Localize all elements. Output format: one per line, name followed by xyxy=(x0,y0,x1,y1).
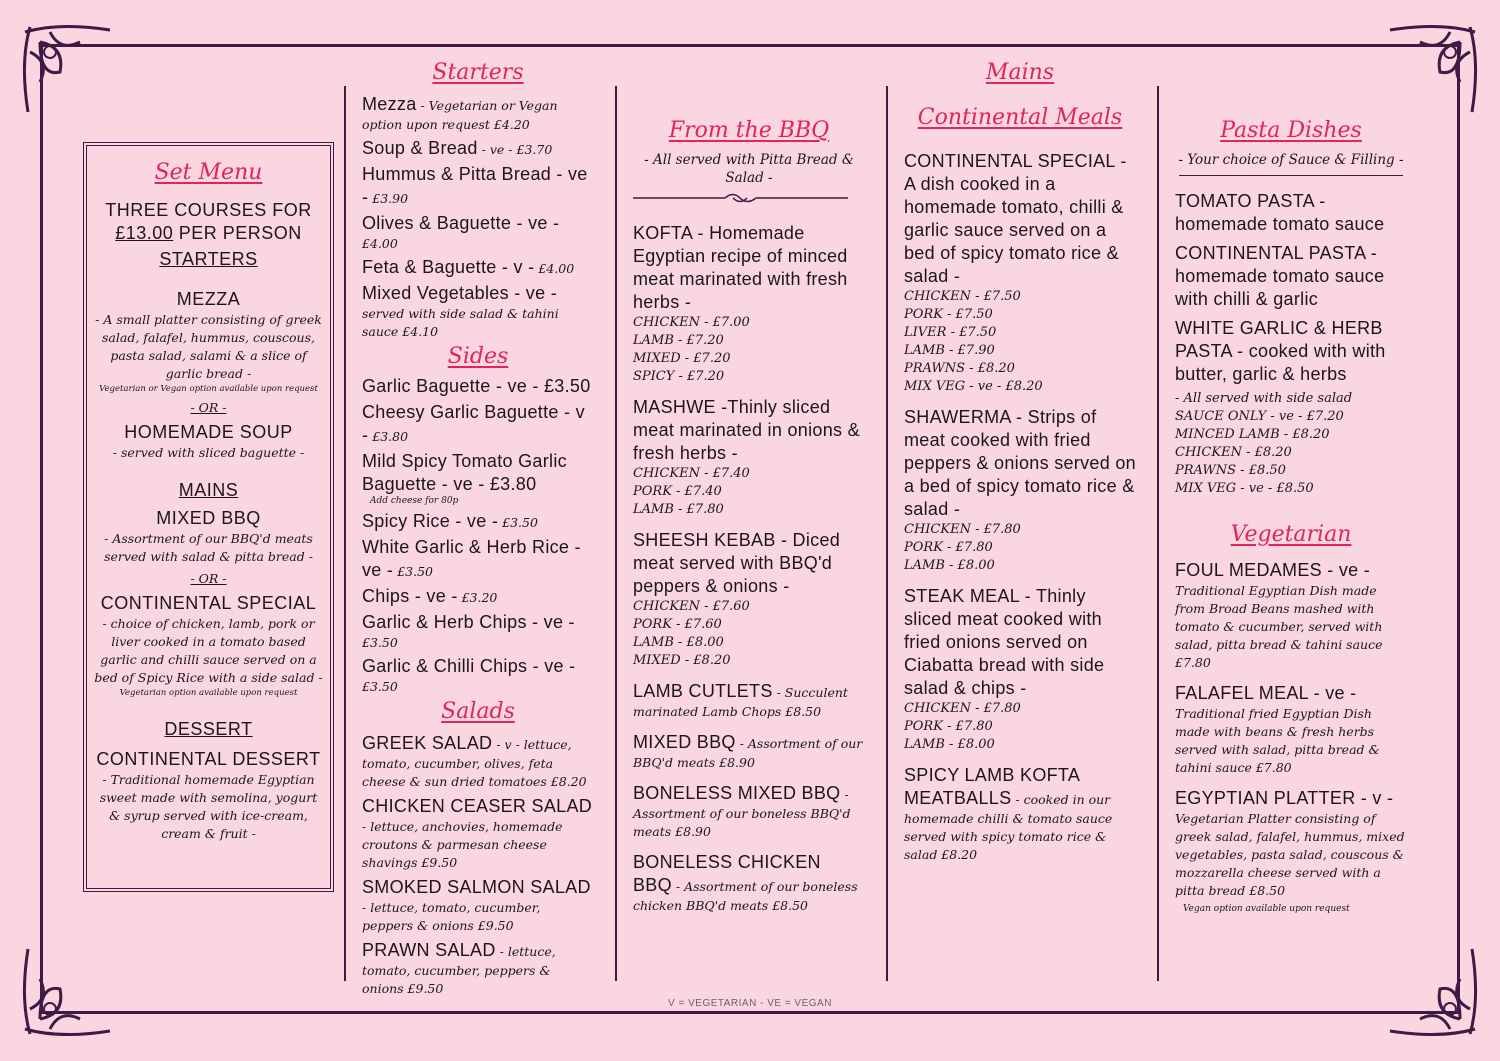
item-desc: £3.50 xyxy=(498,515,538,530)
column-divider xyxy=(886,86,888,981)
menu-item xyxy=(633,851,865,915)
item-desc: - Assortment of our boneless BBQ'd meats £8.90 xyxy=(633,787,851,839)
menu-item xyxy=(362,163,594,209)
item-desc: - lettuce, anchovies, homemade croutons & parmesan cheese shavings £9.50 xyxy=(362,819,563,870)
item-desc: - Strips of meat cooked with fried peppers & onions served on a bed of spicy tomato rice & salad - xyxy=(904,407,1136,519)
pasta-vegetarian-column xyxy=(1175,118,1407,915)
item-name: Mixed Vegetables - ve - xyxy=(362,283,557,303)
vegetarian-list xyxy=(1175,559,1407,915)
item-name: KOFTA xyxy=(633,223,693,243)
set-menu-offer-line2 xyxy=(87,222,330,245)
dietary-key: V = VEGETARIAN - VE = VEGAN xyxy=(668,998,832,1009)
item-desc: - ve - £3.70 xyxy=(477,142,553,157)
item-name: SHEESH KEBAB xyxy=(633,530,776,550)
price-line: MIX VEG - ve - £8.50 xyxy=(1175,481,1314,496)
divider-ornament xyxy=(633,191,848,205)
item-name: STEAK MEAL xyxy=(904,586,1020,606)
price-line: PORK - £7.50 xyxy=(904,307,993,322)
price-line: CHICKEN - £7.50 xyxy=(904,289,1021,304)
menu-item xyxy=(1175,787,1407,900)
menu-item xyxy=(904,150,1136,396)
item-desc: £4.00 xyxy=(534,261,575,276)
item-desc: - Assortment of our BBQ'd meats £8.90 xyxy=(633,736,863,770)
price-line: PORK - £7.60 xyxy=(633,617,722,632)
sides-title: Sides xyxy=(447,344,509,369)
menu-item xyxy=(362,450,594,507)
set-menu-soup-desc: - served with sliced baguette - xyxy=(112,445,305,460)
item-name: SPICY LAMB KOFTA MEATBALLS xyxy=(904,765,1080,808)
menu-item xyxy=(1175,559,1407,672)
menu-item xyxy=(633,680,865,721)
price-line: PORK - £7.80 xyxy=(904,540,993,555)
set-menu-dessert-heading: DESSERT xyxy=(164,719,253,739)
set-menu-starters-heading: STARTERS xyxy=(159,249,258,269)
set-menu-bbq-desc: - Assortment of our BBQ'd meats served with salad & pitta bread - xyxy=(104,531,313,564)
salads-list xyxy=(362,732,594,998)
item-desc: £3.50 xyxy=(393,564,433,579)
starters-title: Starters xyxy=(432,60,524,85)
item-desc: - cooked in our homemade chilli & tomato sauce served with spicy tomato rice & salad £8.20 xyxy=(904,792,1113,862)
menu-item xyxy=(362,375,594,398)
price-line: LAMB - £8.00 xyxy=(904,558,995,573)
corner-ornament-top-left xyxy=(20,22,115,117)
price-line: CHICKEN - £7.80 xyxy=(904,701,1021,716)
menu-item xyxy=(362,93,594,134)
item-desc: £3.80 xyxy=(368,429,409,444)
price-line: CHICKEN - £8.20 xyxy=(1175,445,1292,460)
corner-ornament-top-right xyxy=(1385,22,1480,117)
item-desc: - lettuce, tomato, cucumber, peppers & onions £9.50 xyxy=(362,944,556,996)
price-line: CHICKEN - £7.40 xyxy=(633,466,750,481)
menu-item xyxy=(362,585,594,608)
set-menu-mezza-desc: - A small platter consisting of greek salad, falafel, hummus, couscous, pasta salad, salami & a slice of garlic bread - xyxy=(95,312,322,381)
item-name: TOMATO PASTA - homemade tomato sauce xyxy=(1175,191,1385,234)
column-divider xyxy=(344,86,346,981)
salads-title: Salads xyxy=(441,699,515,724)
menu-item xyxy=(362,795,594,872)
item-name: Feta & Baguette - v - xyxy=(362,257,535,277)
item-name: Cheesy Garlic Baguette - v - xyxy=(362,402,585,445)
set-menu-mains-heading: MAINS xyxy=(178,480,239,500)
set-menu-bbq-name: MIXED BBQ xyxy=(156,508,261,528)
price-line: LAMB - £7.20 xyxy=(633,333,724,348)
item-name: Garlic Baguette - ve - £3.50 xyxy=(362,376,591,396)
menu-item xyxy=(633,396,865,519)
set-menu-mezza-name: MEZZA xyxy=(176,289,241,309)
set-menu-dessert-desc: - Traditional homemade Egyptian sweet made with semolina, yogurt & syrup served with ice-cream, cream & fruit - xyxy=(99,772,318,841)
vegetarian-title: Vegetarian xyxy=(1230,522,1352,547)
item-name: LAMB CUTLETS xyxy=(633,681,773,701)
menu-item xyxy=(904,406,1136,575)
item-name: PRAWN SALAD xyxy=(362,940,496,960)
item-desc: £3.90 xyxy=(368,191,409,206)
item-desc: - lettuce, tomato, cucumber, peppers & onions £9.50 xyxy=(362,900,541,933)
price-line: PORK - £7.40 xyxy=(633,484,722,499)
bbq-title: From the BBQ xyxy=(668,118,830,143)
item-name: Garlic & Chilli Chips - ve - xyxy=(362,656,576,676)
price-line: CHICKEN - £7.60 xyxy=(633,599,750,614)
item-name: SHAWERMA xyxy=(904,407,1011,427)
item-name: CHICKEN CEASER SALAD xyxy=(362,796,593,816)
mains-list xyxy=(904,150,1136,864)
cheese-note: Add cheese for 80p xyxy=(370,496,459,506)
item-name: FALAFEL MEAL - ve - xyxy=(1175,683,1357,703)
mains-column xyxy=(904,60,1136,874)
item-name: SMOKED SALMON SALAD xyxy=(362,877,591,897)
set-menu-dessert-name: CONTINENTAL DESSERT xyxy=(96,749,321,769)
starters-list xyxy=(362,93,594,341)
item-name: Olives & Baguette - ve - xyxy=(362,213,560,233)
bbq-column xyxy=(633,118,865,925)
menu-item xyxy=(904,585,1136,754)
price-line: PRAWNS - £8.20 xyxy=(904,361,1015,376)
price-line: CHICKEN - £7.00 xyxy=(633,315,750,330)
menu-item xyxy=(362,212,594,253)
price-line: LAMB - £7.80 xyxy=(633,502,724,517)
item-name: Chips - ve - xyxy=(362,586,458,606)
item-name: BONELESS MIXED BBQ xyxy=(633,783,841,803)
item-name: Soup & Bread xyxy=(362,138,478,158)
menu-item xyxy=(362,401,594,447)
item-desc: - A dish cooked in a homemade tomato, chilli & garlic sauce served on a bed of spicy tomato rice & salad - xyxy=(904,151,1127,286)
set-menu-offer-line1: THREE COURSES FOR xyxy=(105,200,312,220)
item-name: Mild Spicy Tomato Garlic Baguette - ve - £3.80 xyxy=(362,451,567,494)
menu-item xyxy=(362,137,594,160)
menu-item xyxy=(362,536,594,582)
menu-item xyxy=(1175,242,1407,311)
price-line: LAMB - £8.00 xyxy=(904,737,995,752)
set-menu-mezza-note: Vegetarian or Vegan option available upon request xyxy=(99,384,318,394)
item-name: White Garlic & Herb Rice - ve - xyxy=(362,537,581,580)
column-divider xyxy=(615,86,617,981)
menu-item xyxy=(362,655,594,696)
menu-item xyxy=(1175,190,1407,236)
menu-item xyxy=(633,222,865,386)
item-desc: - Assortment of our boneless chicken BBQ'd meats £8.50 xyxy=(633,879,858,913)
set-menu-continental-note: Vegetarian option available upon request xyxy=(119,688,298,698)
pasta-divider xyxy=(1179,175,1403,176)
price-line: CHICKEN - £7.80 xyxy=(904,522,1021,537)
item-desc: - Succulent marinated Lamb Chops £8.50 xyxy=(633,685,848,719)
item-name: FOUL MEDAMES - ve - xyxy=(1175,560,1371,580)
corner-ornament-bottom-left xyxy=(20,944,115,1039)
bbq-subtitle: - All served with Pitta Bread & Salad - xyxy=(644,152,854,186)
menu-item xyxy=(633,731,865,772)
menu-item xyxy=(362,939,594,998)
price-line: MIXED - £7.20 xyxy=(633,351,731,366)
price-line: PORK - £7.80 xyxy=(904,719,993,734)
pasta-subtitle: - Your choice of Sauce & Filling - xyxy=(1178,152,1404,168)
set-menu-title: Set Menu xyxy=(154,160,263,185)
item-desc: £4.00 xyxy=(362,236,398,251)
price-line: SPICY - £7.20 xyxy=(633,369,725,384)
vegan-note: Vegan option available upon request xyxy=(1183,904,1350,914)
item-name: EGYPTIAN PLATTER - v - xyxy=(1175,788,1394,808)
menu-item xyxy=(1175,682,1407,777)
item-desc: - Vegetarian or Vegan option upon request £4.20 xyxy=(362,98,558,132)
price-line: MIX VEG - ve - £8.20 xyxy=(904,379,1043,394)
menu-item xyxy=(362,611,594,652)
menu-item xyxy=(362,256,594,279)
menu-item xyxy=(362,732,594,791)
menu-item xyxy=(1175,317,1407,386)
price-line: MINCED LAMB - £8.20 xyxy=(1175,427,1330,442)
mains-title: Mains xyxy=(985,60,1055,85)
set-menu-soup-name: HOMEMADE SOUP xyxy=(124,422,293,442)
item-name: Garlic & Herb Chips - ve - xyxy=(362,612,575,632)
item-name: MIXED BBQ xyxy=(633,732,736,752)
item-desc: £3.50 xyxy=(362,635,398,650)
price-line: LAMB - £7.90 xyxy=(904,343,995,358)
menu-item xyxy=(362,876,594,935)
item-desc: - Diced meat served with BBQ'd peppers & onions - xyxy=(633,530,841,596)
set-menu-price: £13.00 xyxy=(115,223,174,243)
item-name: Mezza xyxy=(362,94,417,114)
item-desc: served with side salad & tahini sauce £4.10 xyxy=(362,306,559,339)
menu-item xyxy=(362,510,594,533)
item-name: GREEK SALAD xyxy=(362,733,493,753)
price-line: LAMB - £8.00 xyxy=(633,635,724,650)
item-desc: - Homemade Egyptian recipe of minced meat marinated with fresh herbs - xyxy=(633,223,848,312)
continental-meals-title: Continental Meals xyxy=(917,105,1123,130)
corner-ornament-bottom-right xyxy=(1385,944,1480,1039)
set-menu-per-person: PER PERSON xyxy=(173,223,302,243)
item-desc: -Thinly sliced meat marinated in onions & fresh herbs - xyxy=(633,397,860,463)
menu-item xyxy=(633,782,865,841)
price-line: MIXED - £8.20 xyxy=(633,653,731,668)
item-name: CONTINENTAL PASTA - homemade tomato sauce with chilli & garlic xyxy=(1175,243,1385,309)
set-menu-or: - OR - xyxy=(190,571,227,586)
set-menu-continental-name: CONTINENTAL SPECIAL xyxy=(100,593,317,613)
item-name: MASHWE xyxy=(633,397,716,417)
item-name: Hummus & Pitta Bread - ve - xyxy=(362,164,588,207)
sides-list xyxy=(362,375,594,696)
item-desc: £3.20 xyxy=(457,590,498,605)
item-name: CONTINENTAL SPECIAL xyxy=(904,151,1116,171)
column-divider xyxy=(1157,86,1159,981)
menu-item xyxy=(904,764,1136,864)
set-menu-continental-desc: - choice of chicken, lamb, pork or liver cooked in a tomato based garlic and chilli sauce served on a bed of Spicy Rice with a side salad - xyxy=(94,616,323,685)
item-name: BONELESS CHICKEN BBQ xyxy=(633,852,821,895)
pasta-note: - All served with side salad xyxy=(1175,391,1353,406)
price-line: LIVER - £7.50 xyxy=(904,325,997,340)
item-desc: Traditional Egyptian Dish made from Broad Beans mashed with tomato & cucumber, served with salad, pitta bread & tahini sauce £7.80 xyxy=(1175,583,1383,670)
price-line: SAUCE ONLY - ve - £7.20 xyxy=(1175,409,1344,424)
item-desc: Traditional fried Egyptian Dish made with beans & fresh herbs served with salad, pitta bread & tahini sauce £7.80 xyxy=(1175,706,1380,775)
item-desc: - Thinly sliced meat cooked with fried onions served on Ciabatta bread with side salad & chips - xyxy=(904,586,1105,698)
item-desc: Vegetarian Platter consisting of greek salad, falafel, hummus, mixed vegetables, pasta salad, couscous & mozzarella cheese served with a pitta bread £8.50 xyxy=(1175,811,1405,898)
menu-item xyxy=(362,282,594,341)
item-name: Spicy Rice - ve - xyxy=(362,511,499,531)
starters-sides-salads-column xyxy=(362,60,594,1002)
menu-item xyxy=(633,529,865,670)
item-desc: £3.50 xyxy=(362,679,398,694)
set-menu-or: - OR - xyxy=(190,400,227,415)
item-name: WHITE GARLIC & HERB PASTA - cooked with with butter, garlic & herbs xyxy=(1175,318,1386,384)
item-desc: - v - lettuce, tomato, cucumber, olives, feta cheese & sun dried tomatoes £8.20 xyxy=(362,737,587,789)
pasta-title: Pasta Dishes xyxy=(1220,118,1362,143)
set-menu-box xyxy=(83,142,334,892)
price-line: PRAWNS - £8.50 xyxy=(1175,463,1286,478)
